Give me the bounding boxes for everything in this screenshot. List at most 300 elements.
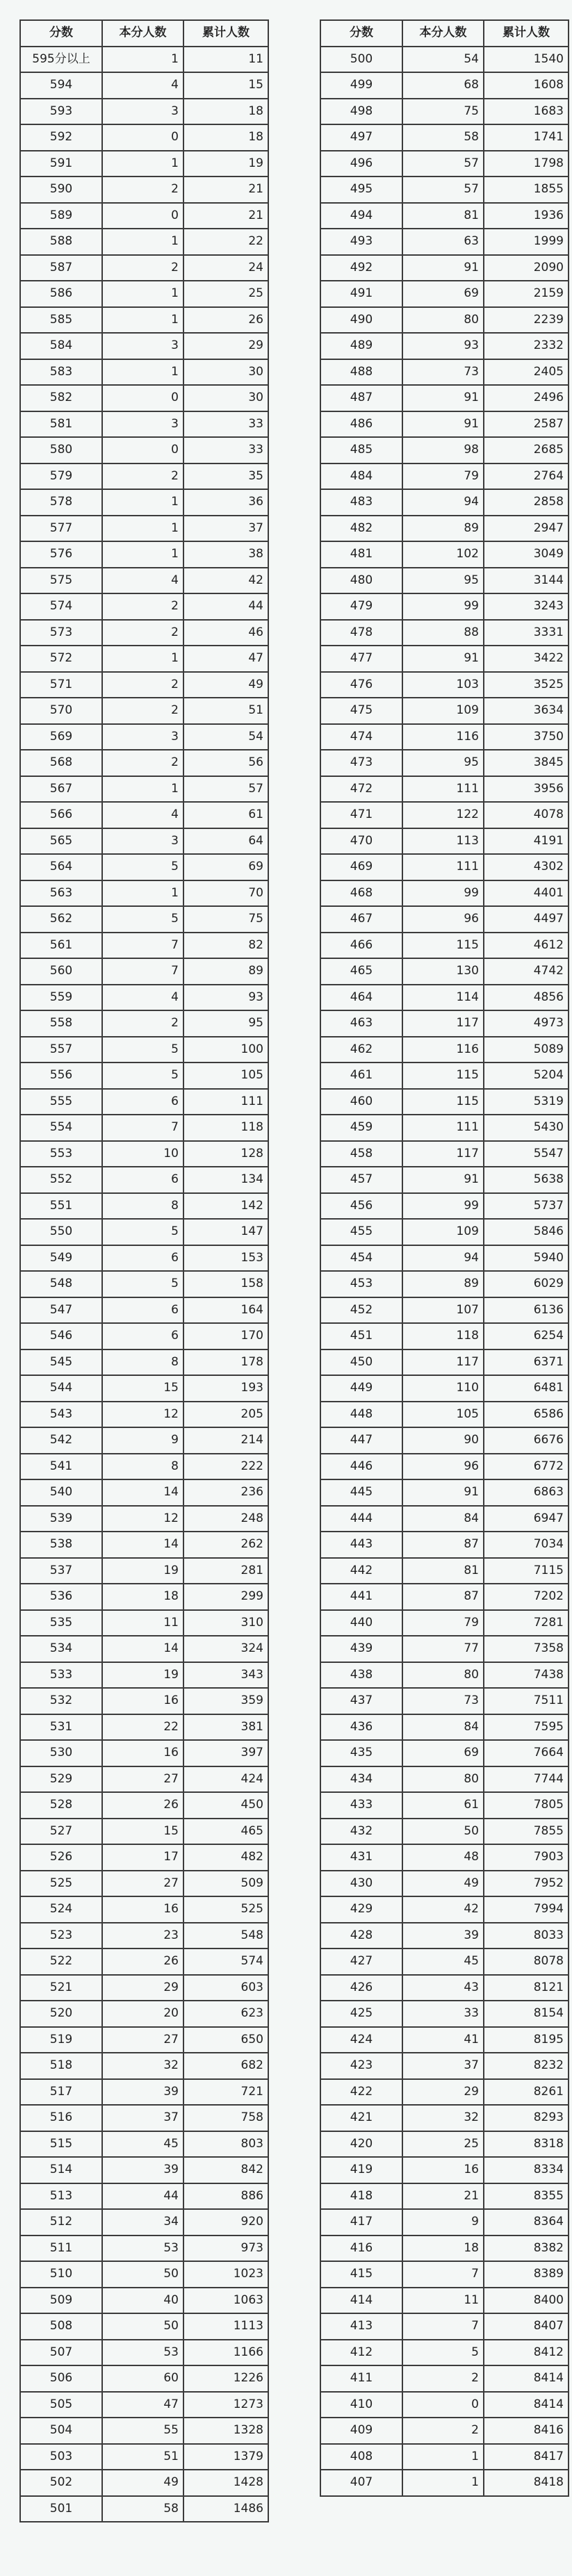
score-cell: 437: [320, 1688, 402, 1714]
table-row: [320, 1740, 569, 1766]
cumulative-cell: 6136: [484, 1297, 569, 1324]
header-score: 分数: [320, 20, 402, 47]
cumulative-cell: 5204: [484, 1063, 569, 1089]
score-cell: 493: [320, 229, 402, 255]
score-cell: 476: [320, 672, 402, 698]
score-cell: 555: [20, 1089, 102, 1115]
cumulative-cell: 1486: [183, 2496, 268, 2522]
table-row: [20, 1402, 268, 1428]
count-cell: 0: [402, 2392, 484, 2418]
score-cell: 469: [320, 854, 402, 880]
count-cell: 109: [402, 1219, 484, 1245]
count-cell: 47: [102, 2392, 183, 2418]
cumulative-cell: 7664: [484, 1740, 569, 1766]
cumulative-cell: 262: [183, 1532, 268, 1558]
table-row: [320, 463, 569, 490]
count-cell: 44: [102, 2183, 183, 2210]
table-row: [20, 1454, 268, 1480]
cumulative-cell: 153: [183, 1245, 268, 1272]
table-row: [320, 333, 569, 359]
score-cell: 423: [320, 2053, 402, 2079]
count-cell: 5: [402, 2340, 484, 2366]
table-row: [320, 620, 569, 646]
cumulative-cell: 30: [183, 359, 268, 386]
table-row: [320, 1923, 569, 1949]
score-cell: 525: [20, 1871, 102, 1897]
cumulative-cell: 30: [183, 385, 268, 411]
count-cell: 16: [102, 1740, 183, 1766]
count-cell: 91: [402, 1479, 484, 1506]
count-cell: 109: [402, 698, 484, 724]
score-cell: 521: [20, 1975, 102, 2001]
score-cell: 585: [20, 307, 102, 334]
count-cell: 53: [102, 2340, 183, 2366]
header-row: [320, 20, 569, 47]
cumulative-cell: 509: [183, 1871, 268, 1897]
table-row: [320, 776, 569, 803]
cumulative-cell: 3634: [484, 698, 569, 724]
table-row: [320, 2131, 569, 2158]
table-row: [320, 568, 569, 594]
cumulative-cell: 886: [183, 2183, 268, 2210]
score-cell: 445: [320, 1479, 402, 1506]
table-row: [320, 1506, 569, 1532]
cumulative-cell: 5638: [484, 1167, 569, 1193]
cumulative-cell: 4497: [484, 906, 569, 933]
count-cell: 2: [102, 255, 183, 281]
count-cell: 1: [102, 646, 183, 672]
score-cell: 446: [320, 1454, 402, 1480]
score-cell: 453: [320, 1271, 402, 1297]
score-cell: 595分以上: [20, 47, 102, 73]
score-cell: 471: [320, 802, 402, 828]
cumulative-cell: 1798: [484, 151, 569, 177]
score-cell: 428: [320, 1923, 402, 1949]
count-cell: 20: [102, 2001, 183, 2027]
table-row: [20, 2392, 268, 2418]
cumulative-cell: 1540: [484, 47, 569, 73]
score-cell: 567: [20, 776, 102, 803]
cumulative-cell: 2405: [484, 359, 569, 386]
table-row: [320, 1323, 569, 1349]
table-row: [20, 124, 268, 151]
score-cell: 564: [20, 854, 102, 880]
count-cell: 91: [402, 385, 484, 411]
cumulative-cell: 4612: [484, 933, 569, 959]
score-cell: 417: [320, 2209, 402, 2235]
score-cell: 527: [20, 1819, 102, 1845]
cumulative-cell: 7358: [484, 1636, 569, 1662]
cumulative-cell: 1113: [183, 2313, 268, 2340]
table-row: [320, 151, 569, 177]
score-cell: 432: [320, 1819, 402, 1845]
cumulative-cell: 24: [183, 255, 268, 281]
score-cell: 500: [320, 47, 402, 73]
score-cell: 537: [20, 1558, 102, 1584]
score-cell: 590: [20, 177, 102, 203]
cumulative-cell: 15: [183, 72, 268, 99]
cumulative-cell: 49: [183, 672, 268, 698]
score-cell: 436: [320, 1714, 402, 1741]
cumulative-cell: 6586: [484, 1402, 569, 1428]
table-row: [320, 698, 569, 724]
table-row: [20, 1167, 268, 1193]
score-cell: 457: [320, 1167, 402, 1193]
score-cell: 422: [320, 2079, 402, 2106]
table-row: [20, 2001, 268, 2027]
table-row: [20, 1819, 268, 1845]
score-cell: 561: [20, 933, 102, 959]
cumulative-cell: 82: [183, 933, 268, 959]
table-row: [20, 2157, 268, 2183]
score-cell: 528: [20, 1792, 102, 1819]
score-cell: 490: [320, 307, 402, 334]
count-cell: 14: [102, 1479, 183, 1506]
count-cell: 34: [102, 2209, 183, 2235]
cumulative-cell: 205: [183, 1402, 268, 1428]
table-row: [20, 437, 268, 463]
cumulative-cell: 105: [183, 1063, 268, 1089]
cumulative-cell: 134: [183, 1167, 268, 1193]
table-row: [320, 124, 569, 151]
score-cell: 410: [320, 2392, 402, 2418]
cumulative-cell: 7511: [484, 1688, 569, 1714]
count-cell: 1: [102, 47, 183, 73]
count-cell: 1: [102, 151, 183, 177]
score-cell: 459: [320, 1115, 402, 1141]
score-cell: 485: [320, 437, 402, 463]
cumulative-cell: 8154: [484, 2001, 569, 2027]
cumulative-cell: 193: [183, 1375, 268, 1402]
cumulative-cell: 8382: [484, 2235, 569, 2262]
score-cell: 463: [320, 1010, 402, 1037]
table-row: [320, 1558, 569, 1584]
table-row: [320, 1167, 569, 1193]
cumulative-cell: 8355: [484, 2183, 569, 2210]
score-cell: 547: [20, 1297, 102, 1324]
table-row: [320, 1271, 569, 1297]
count-cell: 69: [402, 1740, 484, 1766]
count-cell: 94: [402, 1245, 484, 1272]
table-row: [20, 1844, 268, 1871]
header-cumulative: 累计人数: [183, 20, 268, 47]
score-cell: 434: [320, 1766, 402, 1793]
score-cell: 480: [320, 568, 402, 594]
score-cell: 438: [320, 1662, 402, 1689]
cumulative-cell: 19: [183, 151, 268, 177]
count-cell: 91: [402, 1167, 484, 1193]
cumulative-cell: 920: [183, 2209, 268, 2235]
count-cell: 50: [402, 1819, 484, 1845]
score-cell: 584: [20, 333, 102, 359]
score-cell: 581: [20, 411, 102, 438]
score-cell: 495: [320, 177, 402, 203]
table-row: [320, 1896, 569, 1923]
score-cell: 566: [20, 802, 102, 828]
table-row: [20, 1688, 268, 1714]
header-score: 分数: [20, 20, 102, 47]
score-cell: 589: [20, 203, 102, 229]
score-cell: 414: [320, 2288, 402, 2314]
table-row: [320, 2209, 569, 2235]
count-cell: 26: [102, 1792, 183, 1819]
score-cell: 557: [20, 1037, 102, 1063]
count-cell: 1: [402, 2470, 484, 2496]
count-cell: 102: [402, 541, 484, 568]
count-cell: 7: [102, 1115, 183, 1141]
score-cell: 510: [20, 2261, 102, 2288]
cumulative-cell: 21: [183, 203, 268, 229]
table-row: [320, 255, 569, 281]
cumulative-cell: 111: [183, 1089, 268, 1115]
cumulative-cell: 1608: [484, 72, 569, 99]
count-cell: 99: [402, 880, 484, 907]
score-cell: 431: [320, 1844, 402, 1871]
count-cell: 7: [402, 2261, 484, 2288]
table-row: [20, 698, 268, 724]
cumulative-cell: 69: [183, 854, 268, 880]
score-cell: 540: [20, 1479, 102, 1506]
count-cell: 0: [102, 124, 183, 151]
table-row: [20, 1766, 268, 1793]
score-cell: 505: [20, 2392, 102, 2418]
table-row: [320, 177, 569, 203]
count-cell: 19: [102, 1662, 183, 1689]
score-cell: 533: [20, 1662, 102, 1689]
cumulative-cell: 8414: [484, 2365, 569, 2392]
table-row: [320, 1479, 569, 1506]
count-cell: 118: [402, 1323, 484, 1349]
count-cell: 45: [102, 2131, 183, 2158]
count-cell: 23: [102, 1923, 183, 1949]
count-cell: 17: [102, 1844, 183, 1871]
table-row: [320, 1115, 569, 1141]
cumulative-cell: 89: [183, 958, 268, 985]
table-row: [320, 1454, 569, 1480]
score-cell: 451: [320, 1323, 402, 1349]
count-cell: 16: [102, 1896, 183, 1923]
count-cell: 91: [402, 255, 484, 281]
score-cell: 415: [320, 2261, 402, 2288]
count-cell: 5: [102, 854, 183, 880]
table-row: [20, 2183, 268, 2210]
table-row: [320, 2027, 569, 2053]
score-cell: 572: [20, 646, 102, 672]
score-cell: 450: [320, 1349, 402, 1376]
table-row: [20, 1949, 268, 1975]
table-row: [20, 2365, 268, 2392]
score-cell: 543: [20, 1402, 102, 1428]
score-cell: 575: [20, 568, 102, 594]
table-row: [320, 2392, 569, 2418]
table-row: [20, 1479, 268, 1506]
count-cell: 95: [402, 568, 484, 594]
score-cell: 511: [20, 2235, 102, 2262]
count-cell: 6: [102, 1089, 183, 1115]
table-row: [320, 1037, 569, 1063]
table-row: [20, 1610, 268, 1636]
score-cell: 530: [20, 1740, 102, 1766]
score-cell: 534: [20, 1636, 102, 1662]
cumulative-cell: 100: [183, 1037, 268, 1063]
cumulative-cell: 1226: [183, 2365, 268, 2392]
count-cell: 5: [102, 1219, 183, 1245]
cumulative-cell: 36: [183, 489, 268, 516]
count-cell: 111: [402, 776, 484, 803]
score-cell: 502: [20, 2470, 102, 2496]
score-cell: 444: [320, 1506, 402, 1532]
count-cell: 11: [102, 1610, 183, 1636]
table-row: [320, 2418, 569, 2444]
table-row: [20, 541, 268, 568]
score-cell: 583: [20, 359, 102, 386]
table-row: [320, 1844, 569, 1871]
cumulative-cell: 2685: [484, 437, 569, 463]
score-table-right: [320, 19, 569, 2497]
count-cell: 41: [402, 2027, 484, 2053]
table-row: [320, 724, 569, 750]
table-row: [320, 229, 569, 255]
cumulative-cell: 56: [183, 750, 268, 776]
score-cell: 514: [20, 2157, 102, 2183]
count-cell: 7: [402, 2313, 484, 2340]
table-row: [20, 2418, 268, 2444]
score-cell: 487: [320, 385, 402, 411]
cumulative-cell: 21: [183, 177, 268, 203]
cumulative-cell: 548: [183, 1923, 268, 1949]
cumulative-cell: 758: [183, 2105, 268, 2131]
cumulative-cell: 8232: [484, 2053, 569, 2079]
table-row: [20, 1245, 268, 1272]
cumulative-cell: 70: [183, 880, 268, 907]
table-row: [320, 958, 569, 985]
score-cell: 519: [20, 2027, 102, 2053]
cumulative-cell: 381: [183, 1714, 268, 1741]
cumulative-cell: 5940: [484, 1245, 569, 1272]
table-row: [320, 437, 569, 463]
count-cell: 6: [102, 1323, 183, 1349]
score-cell: 559: [20, 985, 102, 1011]
table-row: [20, 385, 268, 411]
count-cell: 50: [102, 2313, 183, 2340]
score-cell: 478: [320, 620, 402, 646]
table-row: [20, 359, 268, 386]
score-cell: 416: [320, 2235, 402, 2262]
cumulative-cell: 4302: [484, 854, 569, 880]
count-cell: 93: [402, 333, 484, 359]
score-cell: 545: [20, 1349, 102, 1376]
count-cell: 29: [402, 2079, 484, 2106]
score-cell: 464: [320, 985, 402, 1011]
table-row: [320, 2053, 569, 2079]
count-cell: 27: [102, 1871, 183, 1897]
table-row: [320, 1532, 569, 1558]
cumulative-cell: 5547: [484, 1141, 569, 1167]
table-row: [20, 2444, 268, 2470]
score-cell: 439: [320, 1636, 402, 1662]
table-row: [20, 2209, 268, 2235]
table-row: [320, 854, 569, 880]
table-row: [320, 2105, 569, 2131]
table-row: [320, 985, 569, 1011]
cumulative-cell: 46: [183, 620, 268, 646]
table-row: [20, 1063, 268, 1089]
score-cell: 535: [20, 1610, 102, 1636]
cumulative-cell: 1379: [183, 2444, 268, 2470]
cumulative-cell: 5089: [484, 1037, 569, 1063]
cumulative-cell: 8416: [484, 2418, 569, 2444]
table-row: [20, 229, 268, 255]
count-cell: 2: [102, 672, 183, 698]
count-cell: 1: [102, 281, 183, 307]
cumulative-cell: 1936: [484, 203, 569, 229]
table-row: [320, 1584, 569, 1610]
score-cell: 427: [320, 1949, 402, 1975]
count-cell: 2: [102, 1010, 183, 1037]
cumulative-cell: 35: [183, 463, 268, 490]
cumulative-cell: 8033: [484, 1923, 569, 1949]
cumulative-cell: 8195: [484, 2027, 569, 2053]
table-row: [320, 1949, 569, 1975]
score-cell: 552: [20, 1167, 102, 1193]
table-row: [320, 1792, 569, 1819]
table-row: [20, 72, 268, 99]
count-cell: 27: [102, 1766, 183, 1793]
table-row: [320, 2444, 569, 2470]
score-cell: 504: [20, 2418, 102, 2444]
table-row: [320, 1219, 569, 1245]
count-cell: 0: [102, 437, 183, 463]
score-cell: 536: [20, 1584, 102, 1610]
count-cell: 39: [102, 2079, 183, 2106]
score-cell: 526: [20, 1844, 102, 1871]
table-row: [320, 1089, 569, 1115]
cumulative-cell: 5737: [484, 1193, 569, 1220]
cumulative-cell: 359: [183, 1688, 268, 1714]
table-row: [320, 2365, 569, 2392]
cumulative-cell: 8407: [484, 2313, 569, 2340]
cumulative-cell: 54: [183, 724, 268, 750]
score-cell: 472: [320, 776, 402, 803]
table-row: [20, 2313, 268, 2340]
count-cell: 39: [402, 1923, 484, 1949]
count-cell: 1: [102, 541, 183, 568]
score-table-left: [19, 19, 269, 2522]
score-cell: 586: [20, 281, 102, 307]
table-row: [320, 2235, 569, 2262]
table-row: [20, 2288, 268, 2314]
score-cell: 484: [320, 463, 402, 490]
cumulative-cell: 7438: [484, 1662, 569, 1689]
count-cell: 9: [102, 1427, 183, 1454]
score-cell: 592: [20, 124, 102, 151]
cumulative-cell: 8261: [484, 2079, 569, 2106]
cumulative-cell: 2332: [484, 333, 569, 359]
table-row: [20, 1975, 268, 2001]
cumulative-cell: 42: [183, 568, 268, 594]
cumulative-cell: 26: [183, 307, 268, 334]
score-cell: 563: [20, 880, 102, 907]
table-row: [20, 1636, 268, 1662]
count-cell: 114: [402, 985, 484, 1011]
count-cell: 39: [102, 2157, 183, 2183]
score-cell: 576: [20, 541, 102, 568]
count-cell: 1: [102, 359, 183, 386]
score-cell: 468: [320, 880, 402, 907]
table-row: [320, 1063, 569, 1089]
score-cell: 466: [320, 933, 402, 959]
count-cell: 16: [102, 1688, 183, 1714]
